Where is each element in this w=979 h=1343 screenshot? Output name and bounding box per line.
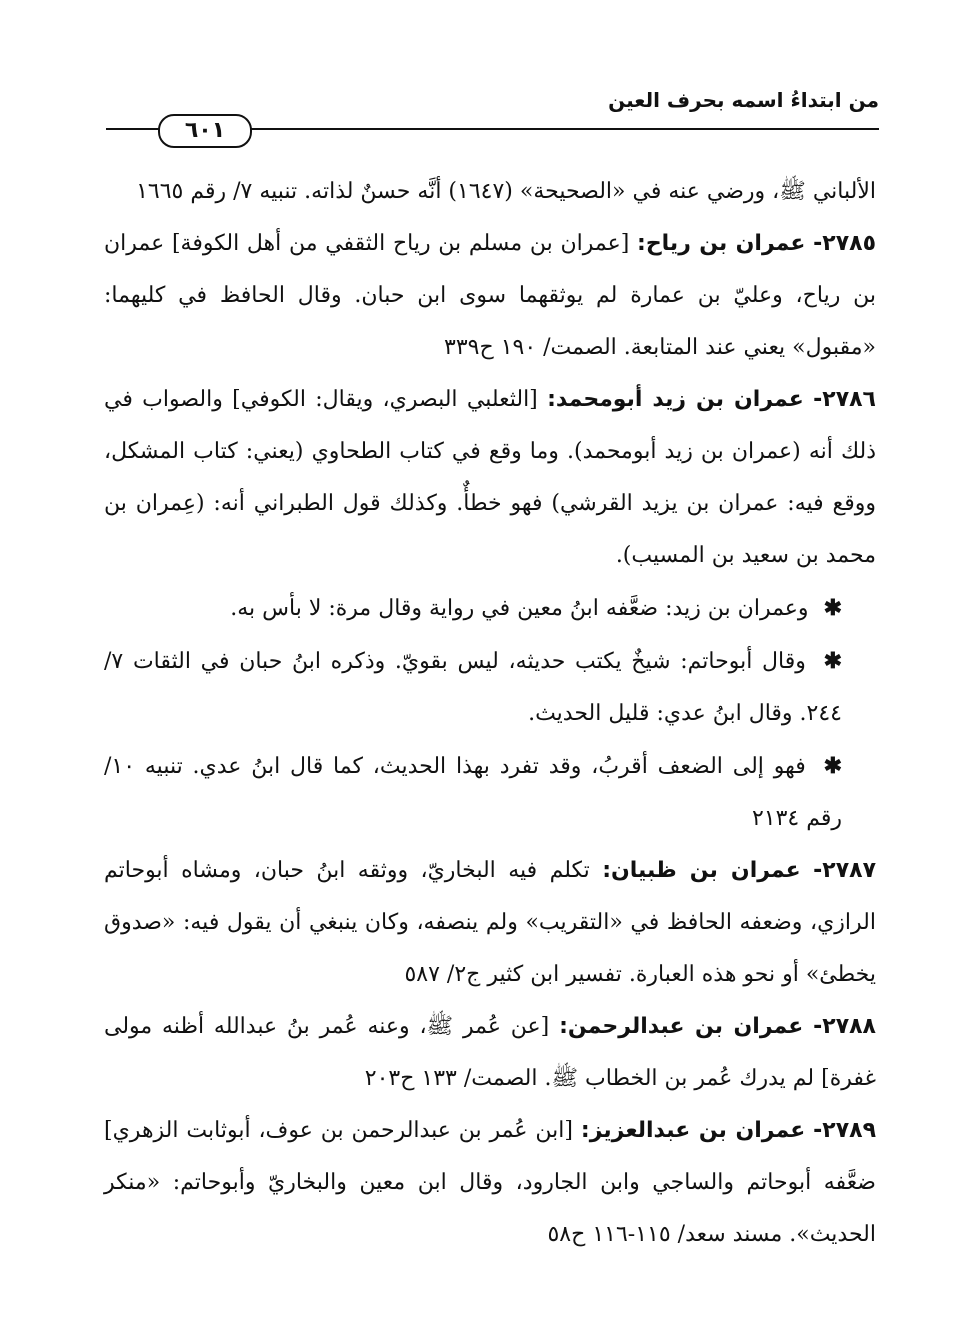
asterisk-icon: ✱ xyxy=(823,648,842,674)
entry-title: عمران بن رياح: xyxy=(637,231,806,256)
asterisk-icon: ✱ xyxy=(823,595,842,621)
body-text xyxy=(104,166,876,1261)
paragraph-continuation xyxy=(104,166,876,218)
entry-text: [عن عُمر ﷺ، وعنه عُمر بنُ عبدالله أظنه مولى غفرة] لم يدرك عُمر بن الخطاب ﷺ. الصمت/ ١٣٣ ح٢٠٣ xyxy=(104,1014,876,1091)
entry-title: عمران بن عبدالعزيز: xyxy=(580,1118,806,1143)
bullet-note xyxy=(104,740,876,845)
entry-text: [ابن عُمر بن عبدالرحمن بن عوف، أبوثابت الزهري] ضعَّفه أبوحاتم والساجي وابن الجارود، وقال ابن معين والبخاريّ وأبوحاتم: «منكر الحديث». مسند سعد/ ١١٥-١١٦ ح٥٨ xyxy=(104,1118,876,1247)
entry-title: عمران بن ظبيان: xyxy=(602,858,801,883)
entry-2785 xyxy=(104,218,876,374)
running-header: من ابتداءُ اسمه بحرف العين xyxy=(608,88,879,112)
entry-number: ٢٧٨٨- xyxy=(813,1014,876,1039)
paragraph-text: الألباني ﷺ، ورضي عنه في «الصحيحة» (١٦٤٧) أنَّه حسنٌ لذاته. تنبيه ٧/ رقم ١٦٦٥ xyxy=(136,179,876,204)
asterisk-icon: ✱ xyxy=(823,753,842,779)
entry-number: ٢٧٨٧- xyxy=(813,858,876,883)
entry-title: عمران بن عبدالرحمن: xyxy=(559,1014,804,1039)
bullet-text: فهو إلى الضعف أقربُ، وقد تفرد بهذا الحديث، كما قال ابنُ عدي. تنبيه ١٠/ رقم ٢١٣٤ xyxy=(104,754,842,831)
bullet-note xyxy=(104,635,876,740)
entry-2787 xyxy=(104,845,876,1001)
entry-2788 xyxy=(104,1001,876,1105)
entry-text: تكلم فيه البخاريّ، ووثقه ابنُ حبان، ومشاه أبوحاتم الرازي، وضعفه الحافظ في «التقريب» ولم ينصفه، وكان ينبغي أن يقول فيه: «صدوق يخطئ» أو نحو هذه العبارة. تفسير ابن كثير ج٢/ ٥٨٧ xyxy=(104,858,876,987)
entry-title: عمران بن زيد أبومحمد: xyxy=(547,387,804,412)
entry-number: ٢٧٨٥- xyxy=(813,231,876,256)
page-number: ٦٠١ xyxy=(158,114,252,148)
bullet-text: وعمران بن زيد: ضعَّفه ابنُ معين في رواية وقال مرة: لا بأس به. xyxy=(230,596,809,621)
entry-number: ٢٧٨٩- xyxy=(813,1118,876,1143)
entry-2789 xyxy=(104,1105,876,1261)
entry-text: [عمران بن مسلم بن رياح الثقفي من أهل الكوفة] عمران بن رياح، وعليّ بن عمارة لم يوثقهما سوى ابن حبان. وقال الحافظ في كليهما: «مقبول» يعني عند المتابعة. الصمت/ ١٩٠ ح٣٣٩ xyxy=(104,231,876,360)
bullet-note xyxy=(104,582,876,635)
bullet-text: وقال أبوحاتم: شيخٌ يكتب حديثه، ليس بقويّ. وذكره ابنُ حبان في الثقات ٧/ ٢٤٤. وقال ابنُ عدي: قليل الحديث. xyxy=(104,649,842,726)
entry-number: ٢٧٨٦- xyxy=(813,387,876,412)
entry-text: [الثعلبي البصري، ويقال: الكوفي] والصواب في ذلك أنه (عمران بن زيد أبومحمد). وما وقع في كتاب الطحاوي (يعني: كتاب المشكل، ووقع فيه: عمران بن يزيد القرشي) فهو خطأٌ. وكذلك قول الطبراني أنه: (عِمران بن محمد بن سعيد بن المسيب). xyxy=(104,387,876,568)
entry-2786 xyxy=(104,374,876,582)
